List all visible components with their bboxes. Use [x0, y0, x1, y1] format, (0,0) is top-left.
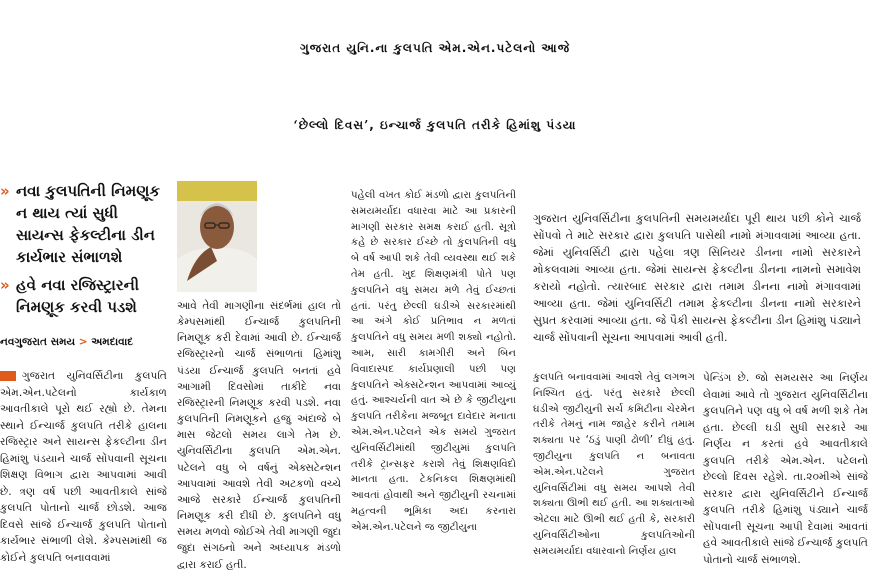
headline-quote: ‘છેલ્લો દિવસ’: [293, 118, 370, 132]
column-3-text: પહેલી વખત કોઈ મંડળો દ્વારા કુલપતિની સમયમર્યાદા વધારવા માટે આ પ્રકારની માગણી સરકાર સમક્ષ કરાઈ હતી. સૂત્રો કહે છે સરકાર ઈચ્છે તો કુલપતિની વધુ બે વર્ષ આપી શકે તેવી વ્યવસ્થા થઈ શકે તેમ હતી. ખુદ શિક્ષણમંત્રી પોતે પણ કુલપતિને વધુ સમય મળે તેવું ઈચ્છતાં હતાં. પરંતુ છેલ્લી ઘડીએ સરકારમાંથી આ અંગે કોઈ પ્રતિભાવ ન મળતાં કુલપતિને વધુ સમય મળી શક્યો નહોતો. આમ, સારી કામગીરી અને બિન વિવાદાસ્પદ કાર્યપ્રણાલી પછી પણ કુલપતિને એક્સટેન્શન આપવામાં આવ્યું હતું. આશ્ચર્યની વાત એ છે કે જીટીયુના કુલપતિ તરીકેના મજબૂત દાવેદાર મનાતા એમ.એન.પટેલને એક સમયે ગુજરાત યુનિવર્સિટીમાંથી જીટીયુમાં કુલપતિ તરીકે ટ્રાન્સફર કરાશે તેવું શિક્ષણવિદો માનતા હતા. ટેકનિકલ શિક્ષણમાંથી આવતાં હોવાથી અને જીટીયુની રચનામાં મહત્વની ભૂમિકા અદા કરનારા એમ.એન.પટેલને જ જીટીયુના: [351, 190, 516, 533]
byline-source: નવગુજરાત સમય: [0, 336, 76, 348]
bullet-arrow-icon: »: [0, 276, 10, 294]
byline-arrow-icon: >: [78, 336, 88, 348]
portrait-illustration: [177, 181, 257, 292]
portrait-photo: [177, 181, 257, 292]
headline-line-1: ગુજરાત યુનિ.ના કુલપતિ એમ.એન.પટેલનો આજે: [299, 41, 571, 55]
byline: [0, 336, 133, 349]
article-column-4: [533, 370, 695, 560]
column-5-text: પેન્ડિંગ છે. જો સમયસર આ નિર્ણય લેવામાં આવે તો ગુજરાત યુનિવર્સિટીના કુલપતિને પણ વધુ બે વર્ષ મળી શકે તેમ હતા. છેલ્લી ઘડી સુધી સરકારે આ નિર્ણય ન કરતાં હવે આવતીકાલે કુલપતિ તરીકે એમ.એન. પટેલનો છેલ્લો દિવસ રહેશે. તા.૨૦મીએ સાંજે સરકાર દ્વારા યુનિવર્સિટીને ઈન્ચાર્જ કુલપતિ તરીકે હિમાંશુ પંડ્યાને ચાર્જ સોંપવાની સૂચના આપી દેવામાં આવતાં હવે આવતીકાલે સાંજે ઈન્ચાર્જ કુલપતિ પોતાનો ચાર્જ સંભાળશે.: [703, 371, 868, 566]
headline-rest: , ઇન્ચાર્જ કુલપતિ તરીકે હિમાંશુ પંડયા: [369, 118, 577, 132]
highlight-item: [0, 274, 170, 318]
byline-city: અમદાવાદ: [91, 336, 134, 348]
article-column-5: [703, 370, 868, 568]
column-4-text: કુલપતિ બનાવવામાં આવશે તેવું લગભગ નિશ્ચિત હતું. પરંતુ સરકારે છેલ્લી ઘડીએ જીટીયુની સર્ચ કમિટીના ચેરમેન તરીકે તેમનું નામ જાહેર કરીને તમામ શક્યતા પર ‘ઠંડું પાણી ઢોળી’ દીધું હતું. જીટીયુના કુલપતિ ન બનાવતા એમ.એન.પટેલને ગુજરાત યુનિવર્સિટીમાં વધુ સમય આપશે તેવી શક્યતા ઊભી થઈ હતી. આ શક્યતાઓ એટલા માટે ઊભી થઈ હતી કે, સરકારી યુનિવર્સિટીઓના કુલપતિઓની સમયમર્યાદા વધારવાનો નિર્ણય હાલ: [533, 372, 695, 557]
bullet-arrow-icon: »: [0, 182, 10, 200]
side-box: [533, 210, 861, 346]
highlight-text: નવા કુલપતિની નિમણૂક ન થાય ત્યાં સુધી સાયન્સ ફેકલ્ટીના ડીન કાર્યભાર સંભાળશે: [16, 182, 160, 266]
highlights-list: [0, 180, 170, 324]
article-column-2: [177, 298, 341, 573]
article-column-3: [351, 188, 516, 536]
column-1-text: ગુજરાત યુનિવર્સિટીના કુલપતિ એમ.એન.પટેલનો કાર્યકાળ આવતીકાલે પૂરો થઈ રહ્યો છે. તેમના સ્થાને ઈન્ચાર્જ કુલપતિ તરીકે હાલના રજિસ્ટ્રાર અને સાયન્સ ફેકલ્ટીના ડીન હિમાંશુ પંડયાને ચાર્જ સોંપવાની સૂચના શિક્ષણ વિભાગ દ્વારા આપવામાં આવી છે. ત્રણ વર્ષ પછી આવતીકાલે સાંજે કુલપતિ પોતાનો ચાર્જ છોડશે. આજ દિવસે સાંજે ઈન્ચાર્જ કુલપતિ પોતાનો કાર્યભાર સંભાળી લેશે. કેમ્પસમાંથી જ કોઈને કુલપતિ બનાવવામાં: [0, 369, 167, 564]
highlight-item: [0, 180, 170, 268]
side-box-text: ગુજરાત યુનિવર્સિટીના કુલપતિની સમયમર્યાદા પૂરી થાય પછી કોને ચાર્જ સોંપવો તે માટે સરકાર દ્વારા કુલપતિ પાસેથી નામો મંગાવવામાં આવ્યા હતા. જેમાં યુનિવર્સિટી દ્વારા પહેલા ત્રણ સિનિયર ડીનના નામો સરકારને મોકલવામાં આવ્યા હતા. જેમાં સાયન્સ ફેકલ્ટીના ડીનના નામનો સમાવેશ કરાયો નહોતો. ત્યારબાદ સરકાર દ્વારા તમામ ડીનના નામો મંગાવવામાં આવ્યા હતા. જેમાં યુનિવર્સિટી તમામ ફેકલ્ટીના ડીનના નામો સરકારને સુપ્રત કરવામાં આવ્યા હતા. જે પૈકી સાયન્સ ફેકલ્ટીના ડીન હિમાંશુ પંડ્યાને ચાર્જ સોંપવાની સૂચના આપવામાં આવી હતી.: [533, 212, 861, 344]
story-start-marker: [0, 371, 16, 381]
highlight-text: હવે નવા રજિસ્ટ્રારની નિમણૂક કરવી પડશે: [16, 276, 140, 316]
article-column-1: [0, 368, 167, 566]
headline-line-2: [0, 95, 870, 155]
column-2-text: આવે તેવી માગણીના સંદર્ભમાં હાલ તો કેમ્પસમાંથી ઈન્ચાર્જ કુલપતિની નિમણૂક કરી દેવામાં આવી છે. ઈન્ચાર્જ રજિસ્ટ્રારનો ચાર્જ સંભાળતાં હિમાંશુ પંડયા ઈન્ચાર્જ કુલપતિ બનતાં હવે આગામી દિવસોમાં તાકીદે નવા રજિસ્ટ્રારની નિમણૂક કરવી પડશે. નવા કુલપતિની નિમણૂકને હજુ અંદાજે બે માસ જેટલો સમય લાગે તેમ છે. યુનિવર્સિટીના કુલપતિ એમ.એન. પટેલને વધુ બે વર્ષનું એક્સટેન્શન આપવામાં આવશે તેવી અટકળો વચ્ચે આજે સરકારે ઈન્ચાર્જ કુલપતિની નિમણૂક કરી દીધી છે. કુલપતિને વધુ સમય મળવો જોઈએ તેવી માગણી જુદા જુદા સંગઠનો અને અધ્યાપક મંડળો દ્વારા કરાઈ હતી.: [177, 300, 341, 571]
